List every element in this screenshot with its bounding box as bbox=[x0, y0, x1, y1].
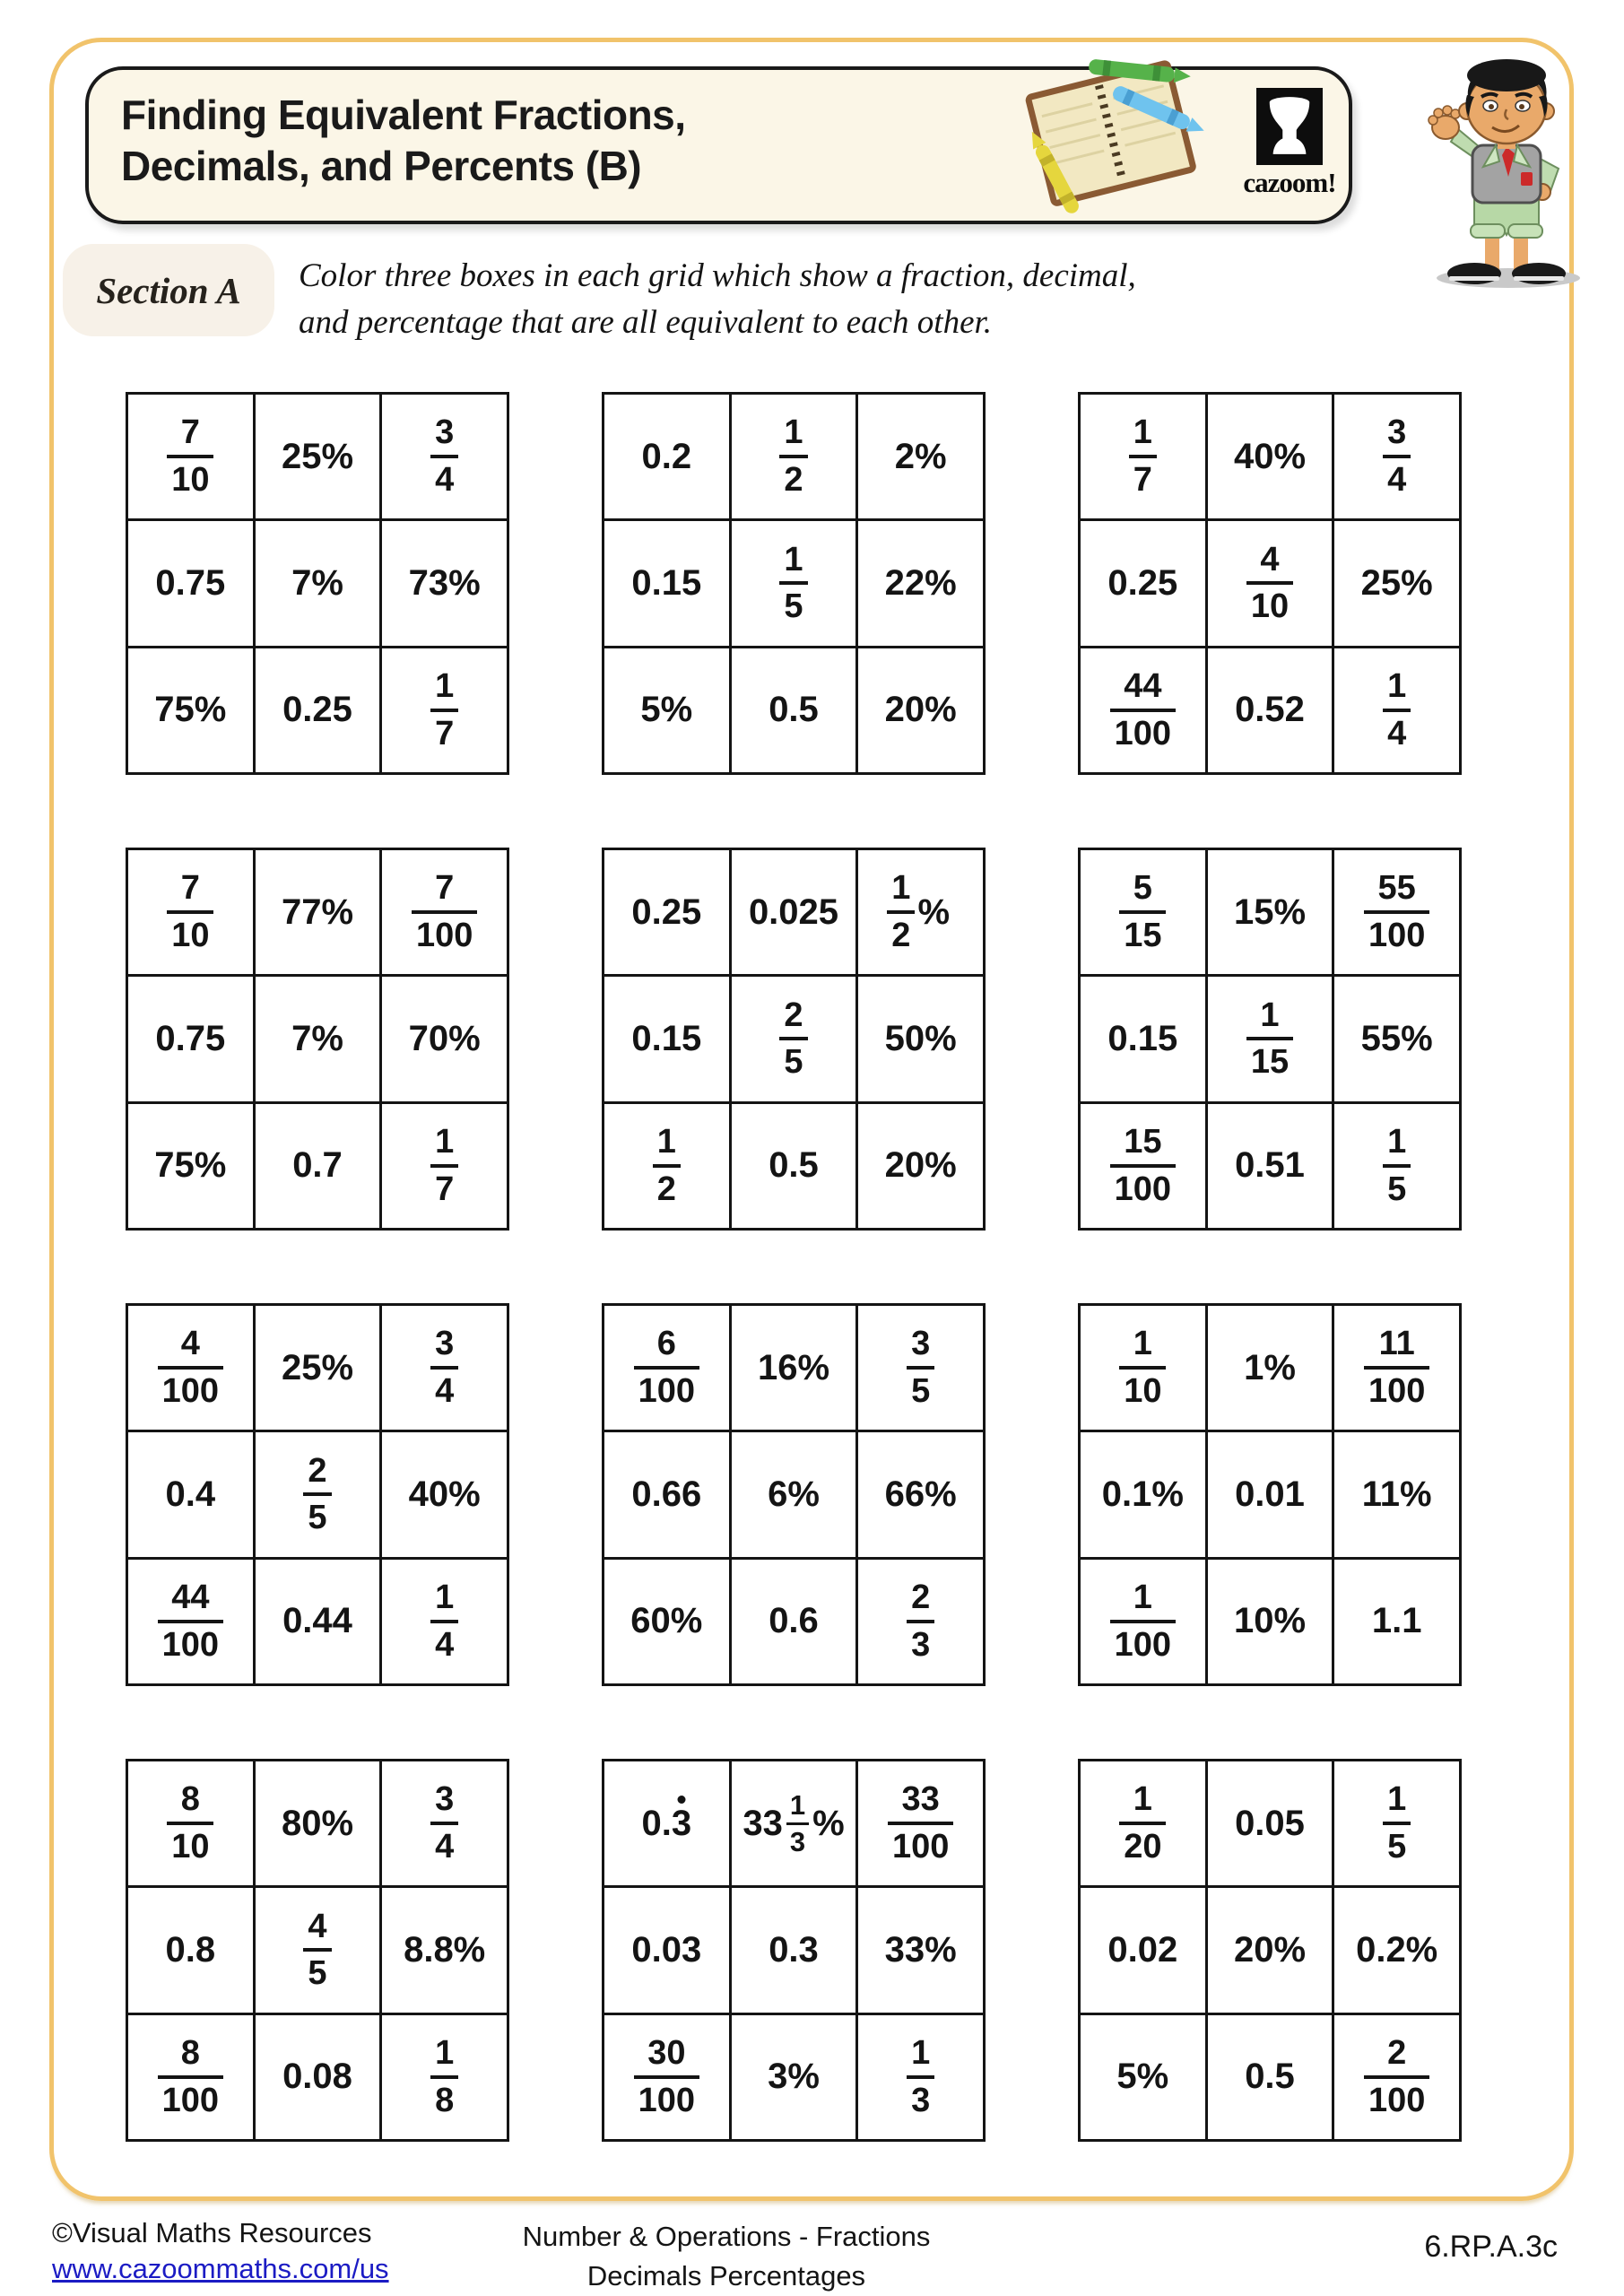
grid-cell[interactable] bbox=[732, 648, 856, 772]
grid-cell[interactable] bbox=[1208, 1560, 1333, 1683]
grid-cell[interactable] bbox=[604, 1306, 729, 1430]
grid-cell[interactable] bbox=[256, 1560, 380, 1683]
grid-cell[interactable] bbox=[382, 1432, 507, 1556]
grid-cell[interactable] bbox=[382, 1888, 507, 2012]
cell-value: 0.1% bbox=[1101, 1474, 1184, 1514]
cell-value: 15% bbox=[1233, 891, 1307, 932]
website-link[interactable]: www.cazoommaths.com/us bbox=[52, 2253, 389, 2284]
cell-value: 20% bbox=[1233, 1929, 1307, 1970]
footer-topic bbox=[0, 2217, 1453, 2296]
fraction: $\frac{3}{4}$ bbox=[435, 1326, 454, 1409]
cell-value: 55% bbox=[1360, 1018, 1433, 1058]
cell-value: 0.4 bbox=[165, 1474, 216, 1514]
grid-cell[interactable] bbox=[256, 648, 380, 772]
cell-value: 50% bbox=[884, 1018, 957, 1058]
grid-cell[interactable] bbox=[1208, 648, 1333, 772]
cell-value: 22% bbox=[884, 562, 957, 603]
cell-value: 40% bbox=[1233, 436, 1307, 476]
grid-cell[interactable] bbox=[1208, 1761, 1333, 1885]
fraction: $\frac{1}{5}$ bbox=[1387, 1782, 1406, 1865]
cell-value: 0.5 bbox=[769, 1145, 819, 1186]
cell-value: 2% bbox=[894, 436, 947, 476]
grid-cell[interactable] bbox=[858, 2015, 983, 2139]
cell-value: 1% bbox=[1244, 1347, 1296, 1387]
cell-value: 0.2 bbox=[641, 436, 692, 476]
grid-cell[interactable] bbox=[604, 1432, 729, 1556]
fraction: $\frac{1}{7}$ bbox=[435, 1125, 454, 1207]
grid-cell[interactable] bbox=[732, 1560, 856, 1683]
fraction: $\frac{1}{2}$ bbox=[891, 871, 910, 953]
grid-cell[interactable] bbox=[382, 977, 507, 1100]
grid-cell[interactable] bbox=[128, 1560, 253, 1683]
grid-cell[interactable] bbox=[128, 1761, 253, 1885]
cell-value: 7% bbox=[291, 562, 343, 603]
page-title bbox=[121, 90, 686, 192]
grid-cell[interactable] bbox=[1081, 1560, 1205, 1683]
cell-value: 11% bbox=[1361, 1474, 1432, 1514]
fraction: $\frac{15}{100}$ bbox=[1115, 1125, 1171, 1207]
grid-cell[interactable] bbox=[256, 1104, 380, 1228]
grid-cell[interactable] bbox=[604, 850, 729, 974]
fraction: $\frac{1}{3}$ bbox=[790, 1791, 805, 1856]
fraction: $\frac{4}{5}$ bbox=[308, 1909, 326, 1992]
cell-value: 0.2% bbox=[1356, 1929, 1438, 1970]
cell-value: 0.5 bbox=[769, 690, 819, 730]
cell-value: 0.51 bbox=[1235, 1145, 1305, 1186]
cell-value: 80% bbox=[281, 1803, 354, 1843]
section-a-label: Section A bbox=[96, 269, 241, 311]
grid-cell[interactable] bbox=[732, 977, 856, 1100]
grid-cell[interactable] bbox=[1081, 2015, 1205, 2139]
equivalence-grid bbox=[126, 1759, 509, 2142]
cell-value: 0.66 bbox=[631, 1474, 702, 1514]
grid-cell[interactable] bbox=[732, 1432, 856, 1556]
fraction: $\frac{1}{4}$ bbox=[435, 1580, 454, 1663]
fraction: $\frac{30}{100}$ bbox=[638, 2036, 695, 2118]
grid-cell[interactable] bbox=[256, 1761, 380, 1885]
fraction: $\frac{1}{2}$ bbox=[784, 415, 803, 498]
fraction-percent: $\frac{1}{2}$ % bbox=[891, 871, 950, 953]
fraction: $\frac{7}{10}$ bbox=[171, 871, 209, 953]
grid-cell[interactable] bbox=[256, 1306, 380, 1430]
equivalence-grid bbox=[1078, 848, 1462, 1231]
fraction: $\frac{1}{2}$ bbox=[657, 1125, 676, 1207]
equivalence-grid bbox=[1078, 1759, 1462, 2142]
fraction: $\frac{2}{3}$ bbox=[911, 1580, 930, 1663]
cell-value: 20% bbox=[884, 1145, 957, 1186]
grid-cell[interactable] bbox=[1081, 1888, 1205, 2012]
cell-value: 0.05 bbox=[1235, 1803, 1305, 1843]
grid-cell[interactable] bbox=[732, 850, 856, 974]
grid-cell[interactable] bbox=[256, 850, 380, 974]
grid-cell[interactable] bbox=[128, 1888, 253, 2012]
grid-cell[interactable] bbox=[1334, 521, 1459, 645]
grid-cell[interactable] bbox=[1081, 850, 1205, 974]
grid-cell[interactable] bbox=[382, 1104, 507, 1228]
cell-value: 70% bbox=[408, 1018, 481, 1058]
cell-value: 0.03 bbox=[631, 1929, 702, 1970]
cell-value: 0.25 bbox=[631, 891, 702, 932]
cell-value: 77% bbox=[281, 891, 354, 932]
cell-value: 5% bbox=[1116, 2057, 1169, 2097]
grid-cell[interactable] bbox=[1334, 1306, 1459, 1430]
fraction: $\frac{1}{100}$ bbox=[1115, 1580, 1171, 1663]
grid-cell[interactable] bbox=[256, 1888, 380, 2012]
fraction: $\frac{7}{100}$ bbox=[416, 871, 473, 953]
instructions bbox=[299, 253, 1136, 346]
grid-cell[interactable] bbox=[382, 2015, 507, 2139]
grid-cell[interactable] bbox=[1208, 1306, 1333, 1430]
grid-cell[interactable] bbox=[128, 395, 253, 518]
grid-cell[interactable] bbox=[604, 648, 729, 772]
cell-value: 0.01 bbox=[1235, 1474, 1305, 1514]
grid-cell[interactable] bbox=[128, 1306, 253, 1430]
cell-value: 0.75 bbox=[155, 562, 226, 603]
cell-value: 0.25 bbox=[1107, 562, 1178, 603]
grid-cell[interactable] bbox=[382, 395, 507, 518]
fraction: $\frac{11}{100}$ bbox=[1368, 1326, 1425, 1409]
equivalence-grid bbox=[126, 392, 509, 775]
grid-cell[interactable] bbox=[1334, 1888, 1459, 2012]
grid-cell[interactable] bbox=[604, 395, 729, 518]
cell-value: 75% bbox=[154, 690, 227, 730]
cell-value: 0.5 bbox=[1245, 2057, 1295, 2097]
fraction: $\frac{1}{7}$ bbox=[435, 669, 454, 752]
grid-cell[interactable] bbox=[256, 395, 380, 518]
fraction: $\frac{1}{4}$ bbox=[1387, 669, 1406, 752]
grid-cell[interactable] bbox=[1081, 977, 1205, 1100]
cell-value: 0.6 bbox=[769, 1601, 819, 1641]
grid-cell[interactable] bbox=[128, 1104, 253, 1228]
grid-cell[interactable] bbox=[604, 1560, 729, 1683]
equivalence-grid bbox=[1078, 392, 1462, 775]
grid-cell[interactable] bbox=[256, 1432, 380, 1556]
grid-cell[interactable] bbox=[858, 521, 983, 645]
fraction: $\frac{1}{7}$ bbox=[1133, 415, 1152, 498]
cell-value: 0.8 bbox=[165, 1929, 216, 1970]
grid-cell[interactable] bbox=[1334, 2015, 1459, 2139]
grid-cell[interactable] bbox=[604, 1761, 729, 1885]
cell-value: 16% bbox=[757, 1347, 830, 1387]
grid-cell[interactable] bbox=[1334, 1761, 1459, 1885]
instruction-line-2: and percentage that are all equivalent to each other. bbox=[299, 304, 993, 341]
grid-cell[interactable] bbox=[128, 521, 253, 645]
grid-cell[interactable] bbox=[604, 1104, 729, 1228]
cell-value: 0.52 bbox=[1235, 690, 1305, 730]
cell-value: 6% bbox=[768, 1474, 820, 1514]
grid-cell[interactable] bbox=[604, 521, 729, 645]
cell-value: 7% bbox=[291, 1018, 343, 1058]
grid-cell[interactable] bbox=[256, 2015, 380, 2139]
grid-cell[interactable] bbox=[256, 521, 380, 645]
fraction: $\frac{6}{100}$ bbox=[638, 1326, 695, 1409]
grid-cell[interactable] bbox=[1334, 1560, 1459, 1683]
cell-value: 0.75 bbox=[155, 1018, 226, 1058]
grid-cell[interactable] bbox=[858, 395, 983, 518]
fraction: $\frac{2}{100}$ bbox=[1368, 2036, 1425, 2118]
grid-cell[interactable] bbox=[858, 1761, 983, 1885]
fraction: $\frac{55}{100}$ bbox=[1368, 871, 1425, 953]
equivalence-grid bbox=[126, 848, 509, 1231]
footer-topic-line-2: Decimals Percentages bbox=[586, 2260, 866, 2292]
cell-value: 73% bbox=[408, 562, 481, 603]
grid-cell[interactable] bbox=[732, 395, 856, 518]
grid-cell[interactable] bbox=[1334, 1432, 1459, 1556]
fraction: $\frac{7}{10}$ bbox=[171, 415, 209, 498]
grid-cell[interactable] bbox=[858, 1560, 983, 1683]
grid-cell[interactable] bbox=[858, 977, 983, 1100]
grid-cell[interactable] bbox=[1208, 2015, 1333, 2139]
grid-cell[interactable] bbox=[128, 850, 253, 974]
grid-cell[interactable] bbox=[382, 521, 507, 645]
grid-cell[interactable] bbox=[604, 1888, 729, 2012]
grid-cell[interactable] bbox=[604, 2015, 729, 2139]
grid-cell[interactable] bbox=[858, 1306, 983, 1430]
grid-cell[interactable] bbox=[1334, 648, 1459, 772]
grid-cell[interactable] bbox=[732, 1104, 856, 1228]
fraction: $\frac{1}{8}$ bbox=[435, 2036, 454, 2118]
cell-value: 0.025 bbox=[748, 891, 839, 932]
grid-cell[interactable] bbox=[1334, 850, 1459, 974]
fraction: $\frac{1}{5}$ bbox=[784, 543, 803, 625]
grid-cell[interactable] bbox=[858, 648, 983, 772]
fraction: $\frac{44}{100}$ bbox=[1115, 669, 1171, 752]
fraction: $\frac{3}{4}$ bbox=[435, 1782, 454, 1865]
cell-value: 0.25 bbox=[282, 690, 352, 730]
equivalence-grid bbox=[602, 848, 986, 1231]
fraction: $\frac{44}{100}$ bbox=[162, 1580, 219, 1663]
cell-value: 25% bbox=[281, 436, 354, 476]
grid-cell[interactable] bbox=[1081, 1761, 1205, 1885]
cell-value: 25% bbox=[281, 1347, 354, 1387]
grid-cell[interactable] bbox=[1208, 850, 1333, 974]
fraction: $\frac{2}{5}$ bbox=[784, 998, 803, 1081]
grid-cell[interactable] bbox=[732, 1761, 856, 1885]
equivalence-grid bbox=[602, 1759, 986, 2142]
grid-cell[interactable] bbox=[858, 1888, 983, 2012]
cell-value: 0.44 bbox=[282, 1601, 352, 1641]
grid-cell[interactable] bbox=[1208, 977, 1333, 1100]
cell-value: 0.15 bbox=[631, 562, 702, 603]
grid-cell[interactable] bbox=[1208, 395, 1333, 518]
grid-cell[interactable] bbox=[128, 977, 253, 1100]
boy-mascot-illustration bbox=[1395, 52, 1614, 292]
equivalence-grid bbox=[602, 392, 986, 775]
fraction: $\frac{3}{5}$ bbox=[911, 1326, 930, 1409]
section-a-badge bbox=[63, 244, 274, 336]
grid-cell[interactable] bbox=[382, 850, 507, 974]
grid-cell[interactable] bbox=[732, 1888, 856, 2012]
cell-value: 0.7 bbox=[292, 1145, 343, 1186]
grid-cell[interactable] bbox=[256, 977, 380, 1100]
copyright-text: ©Visual Maths Resources bbox=[52, 2217, 372, 2248]
cell-value: 0.15 bbox=[1107, 1018, 1178, 1058]
fraction: $\frac{8}{10}$ bbox=[171, 1782, 209, 1865]
grid-cell[interactable] bbox=[382, 1560, 507, 1683]
grid-cell[interactable] bbox=[128, 648, 253, 772]
grid-cell[interactable] bbox=[1081, 521, 1205, 645]
grid-cell[interactable] bbox=[1208, 1432, 1333, 1556]
grid-cell[interactable] bbox=[382, 648, 507, 772]
cell-value: 5% bbox=[640, 690, 693, 730]
cell-value: 10% bbox=[1233, 1601, 1307, 1641]
grid-cell[interactable] bbox=[1081, 1306, 1205, 1430]
fraction: $\frac{1}{15}$ bbox=[1251, 998, 1289, 1081]
cell-value: 8.8% bbox=[404, 1929, 486, 1970]
grid-cell[interactable] bbox=[1081, 1104, 1205, 1228]
grid-cell[interactable] bbox=[1334, 1104, 1459, 1228]
cell-value: 0.02 bbox=[1107, 1929, 1178, 1970]
cazoom-logo-text: cazoom! bbox=[1243, 167, 1336, 198]
fraction: $\frac{1}{5}$ bbox=[1387, 1125, 1406, 1207]
fraction: $\frac{5}{15}$ bbox=[1124, 871, 1161, 953]
cell-value: 3% bbox=[768, 2057, 820, 2097]
grid-cell[interactable] bbox=[1081, 648, 1205, 772]
footer-topic-line-1: Number & Operations - Fractions bbox=[522, 2221, 931, 2252]
grid-cell[interactable] bbox=[858, 1432, 983, 1556]
cell-value: 0.08 bbox=[282, 2057, 352, 2097]
cell-value: 66% bbox=[884, 1474, 957, 1514]
cazoom-logo bbox=[1239, 88, 1340, 199]
cell-value: 33% bbox=[884, 1929, 957, 1970]
cell-value: 20% bbox=[884, 690, 957, 730]
grid-cell[interactable] bbox=[1208, 1888, 1333, 2012]
grid-cell[interactable] bbox=[732, 1306, 856, 1430]
notebook-crayons-illustration bbox=[1003, 52, 1232, 222]
cell-value: 0.15 bbox=[631, 1018, 702, 1058]
recurring-decimal: 0.3 bbox=[642, 1804, 692, 1844]
cell-value: 75% bbox=[154, 1145, 227, 1186]
grid-cell[interactable] bbox=[1081, 1432, 1205, 1556]
fraction: $\frac{1}{3}$ bbox=[911, 2036, 930, 2118]
fraction: $\frac{3}{4}$ bbox=[435, 415, 454, 498]
title-line-2: Decimals, and Percents (B) bbox=[121, 143, 642, 189]
fraction: $\frac{1}{10}$ bbox=[1124, 1326, 1161, 1409]
cazoom-drum-icon bbox=[1256, 88, 1323, 165]
grid-cell[interactable] bbox=[1334, 977, 1459, 1100]
grid-cell[interactable] bbox=[1081, 395, 1205, 518]
grid-cell[interactable] bbox=[1208, 521, 1333, 645]
equivalence-grid bbox=[1078, 1303, 1462, 1686]
grid-cell[interactable] bbox=[732, 521, 856, 645]
cell-value: 40% bbox=[408, 1474, 481, 1514]
grid-cell[interactable] bbox=[128, 1432, 253, 1556]
cell-value: 1.1 bbox=[1371, 1601, 1422, 1641]
fraction: $\frac{33}{100}$ bbox=[892, 1782, 949, 1865]
fraction: $\frac{8}{100}$ bbox=[162, 2036, 219, 2118]
grid-cell[interactable] bbox=[604, 977, 729, 1100]
grid-cell[interactable] bbox=[858, 850, 983, 974]
grid-cell[interactable] bbox=[858, 1104, 983, 1228]
fraction: $\frac{4}{100}$ bbox=[162, 1326, 219, 1409]
cell-value: 25% bbox=[1360, 562, 1433, 603]
fraction: $\frac{2}{5}$ bbox=[308, 1454, 326, 1536]
fraction: $\frac{4}{10}$ bbox=[1251, 543, 1289, 625]
grid-cell[interactable] bbox=[382, 1761, 507, 1885]
equivalence-grid bbox=[126, 1303, 509, 1686]
title-line-1: Finding Equivalent Fractions, bbox=[121, 91, 686, 138]
grid-cell[interactable] bbox=[732, 2015, 856, 2139]
grid-cell[interactable] bbox=[382, 1306, 507, 1430]
grid-cell[interactable] bbox=[1334, 395, 1459, 518]
grid-cell[interactable] bbox=[128, 2015, 253, 2139]
standard-code: 6.RP.A.3c bbox=[1424, 2230, 1558, 2264]
cell-value: 60% bbox=[630, 1601, 703, 1641]
fraction: $\frac{1}{20}$ bbox=[1124, 1782, 1161, 1865]
mixed-number-percent: 33 $\frac{1}{3}$ % bbox=[743, 1789, 845, 1857]
grid-cell[interactable] bbox=[1208, 1104, 1333, 1228]
instruction-line-1: Color three boxes in each grid which show a fraction, decimal, bbox=[299, 257, 1136, 294]
equivalence-grid bbox=[602, 1303, 986, 1686]
cell-value: 0.3 bbox=[769, 1929, 819, 1970]
fraction: $\frac{3}{4}$ bbox=[1387, 415, 1406, 498]
